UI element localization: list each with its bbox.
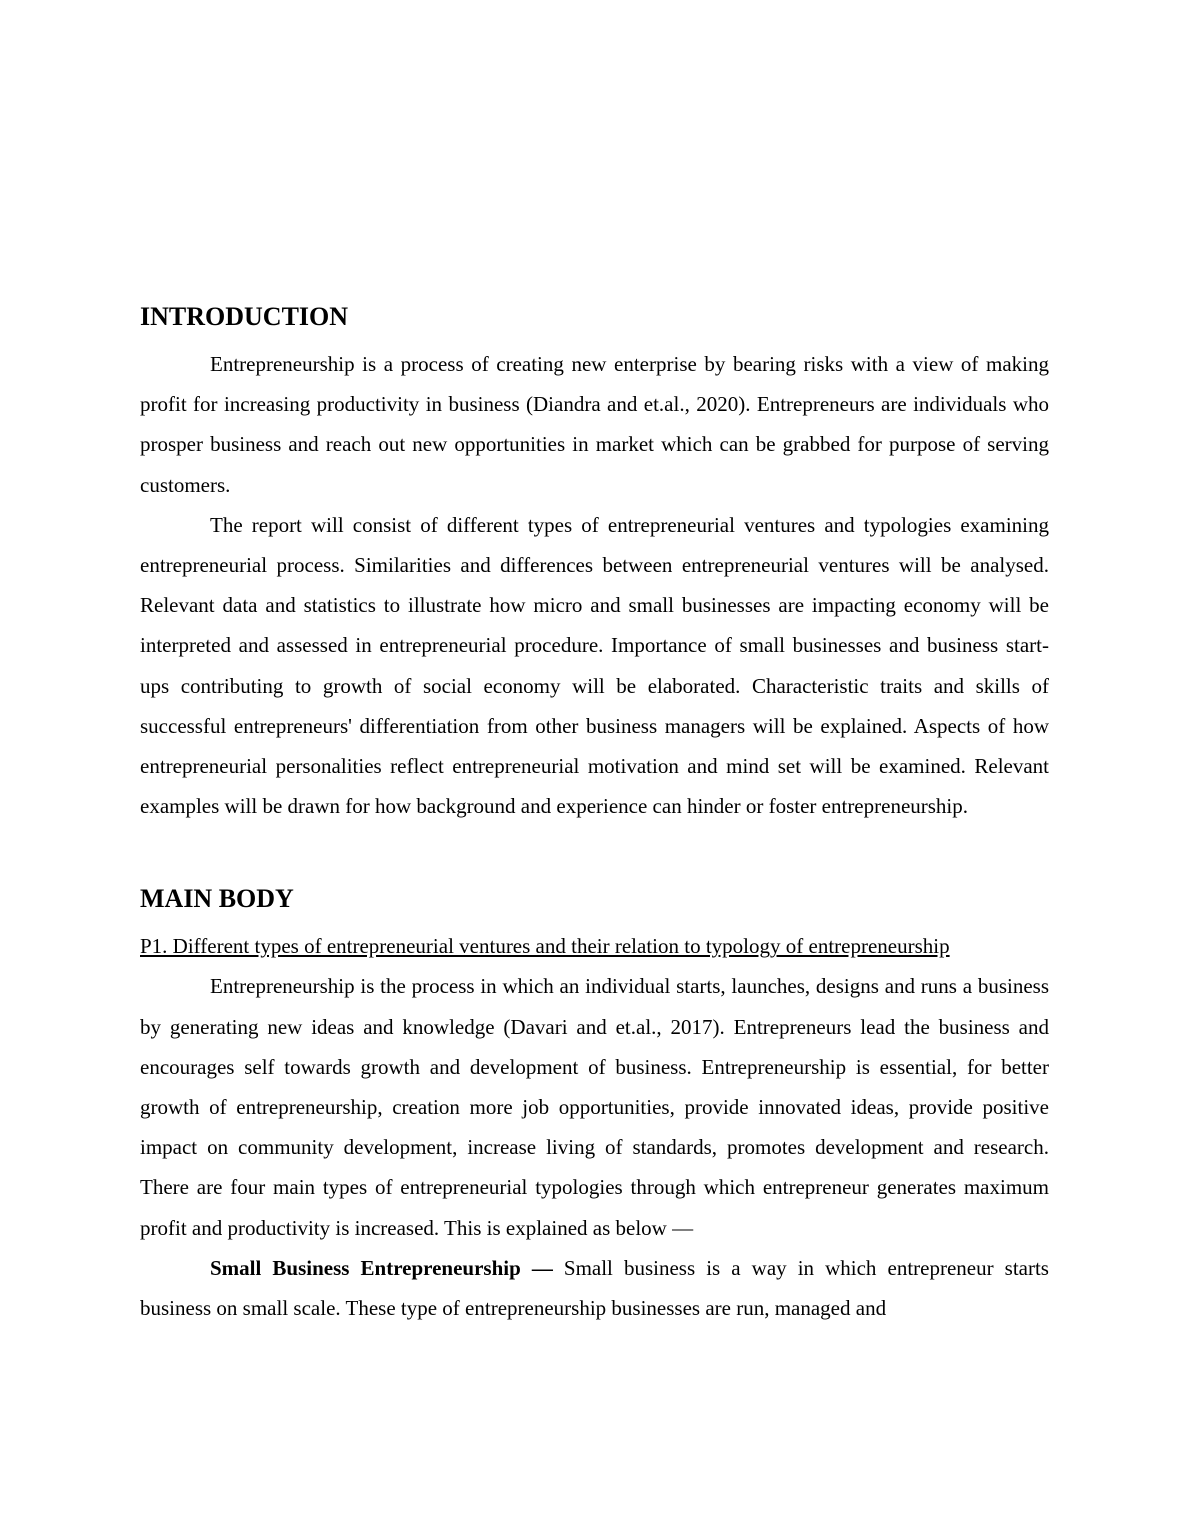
small-business-term: Small Business Entrepreneurship — [210, 1255, 553, 1280]
main-body-paragraph-1: Entrepreneurship is the process in which an individual starts, launches, designs and runs a business by generating new ideas and knowledge (Davari and et.al., 2017). Entrepreneurs lead the business and encourages self towards growth and development of business. Entrepreneurship is essential, for better growth of entrepreneurship, creation more job opportunities, provide innovated ideas, provide positive impact on community development, increase living of standards, promotes development and research. There are four main types of entrepreneurial typologies through which entrepreneur generates maximum profit and productivity is increased. This is explained as below — [140, 974, 1049, 1240]
main-body-heading: MAIN BODY [140, 884, 294, 914]
introduction-paragraph-1: Entrepreneurship is a process of creating new enterprise by bearing risks with a view of making profit for increasing productivity in business (Diandra and et.al., 2020). Entrepreneurs are individuals who prosper business and reach out new opportunities in market which can be grabbed for purpose of serving customers. [140, 352, 1049, 497]
introduction-paragraph-2: The report will consist of different types of entrepreneurial ventures and typologies examining entrepreneurial process. Similarities and differences between entrepreneurial ventures will be analysed. Relevant data and statistics to illustrate how micro and small businesses are impacting economy will be interpreted and assessed in entrepreneurial procedure. Importance of small businesses and business start-ups contributing to growth of social economy will be elaborated. Characteristic traits and skills of successful entrepreneurs' differentiation from other business managers will be explained. Aspects of how entrepreneurial personalities reflect entrepreneurial motivation and mind set will be examined. Relevant examples will be drawn for how background and experience can hinder or foster entrepreneurship. [140, 512, 1049, 819]
section-p1-heading: P1. Different types of entrepreneurial ventures and their relation to typology of entrepreneurship [140, 934, 950, 959]
small-business-description: Small business is a way in which entrepreneur starts business on small scale. These type of entrepreneurship businesses are run, managed and [140, 1255, 1049, 1321]
document-page [140, 300, 1049, 1328]
introduction-heading: INTRODUCTION [140, 302, 349, 331]
main-body-paragraph-2 [140, 1248, 1049, 1328]
